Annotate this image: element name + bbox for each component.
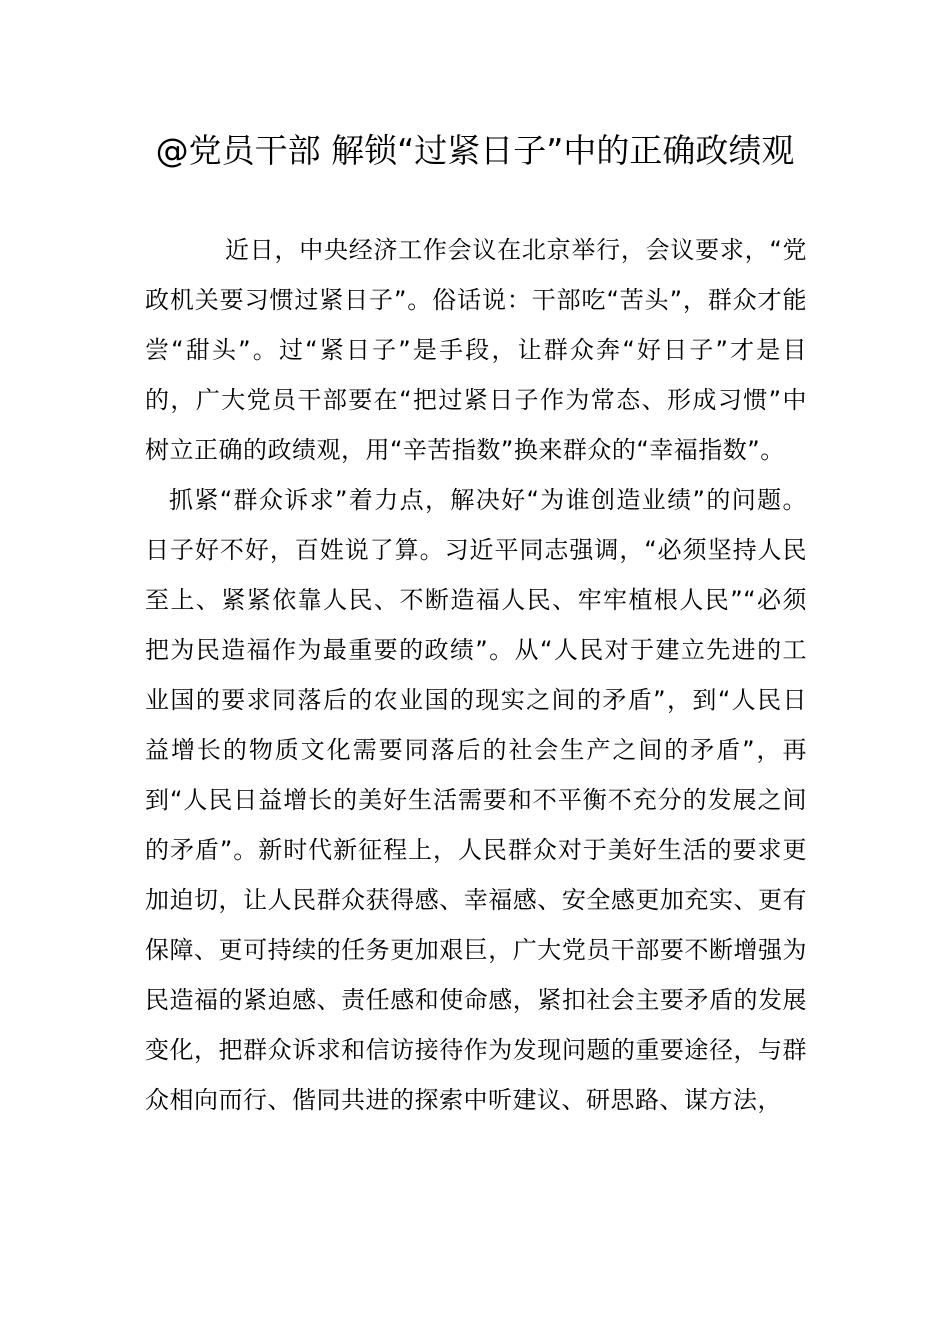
paragraph-1: 近日，中央经济工作会议在北京举行，会议要求，“党政机关要习惯过紧日子”。俗话说：干部吃“苦头”，群众才能尝“甜头”。过“紧日子”是手段，让群众奔“好日子”才是目的，广大党员干部要在“把过紧日子作为常态、形成习惯”中树立正确的政绩观，用“辛苦指数”换来群众的“幸福指数”。 [145,236,807,464]
document-body [145,225,807,1125]
document-title: @党员干部 解锁“过紧日子”中的正确政绩观 [155,131,795,170]
paragraph-2: 抓紧“群众诉求”着力点，解决好“为谁创造业绩”的问题。日子好不好，百姓说了算。习近平同志强调，“必须坚持人民至上、紧紧依靠人民、不断造福人民、牢牢植根人民”“必须把为民造福作为最重要的政绩”。从“人民对于建立先进的工业国的要求同落后的农业国的现实之间的矛盾”，到“人民日益增长的物质文化需要同落后的社会生产之间的矛盾”，再到“人民日益增长的美好生活需要和不平衡不充分的发展之间的矛盾”。新时代新征程上，人民群众对于美好生活的要求更加迫切，让人民群众获得感、幸福感、安全感更加充实、更有保障、更可持续的任务更加艰巨，广大党员干部要不断增强为民造福的紧迫感、责任感和使命感，紧扣社会主要矛盾的发展变化，把群众诉求和信访接待作为发现问题的重要途径，与群众相向而行、偕同共进的探索中听建议、研思路、谋方法， [145,486,807,1114]
